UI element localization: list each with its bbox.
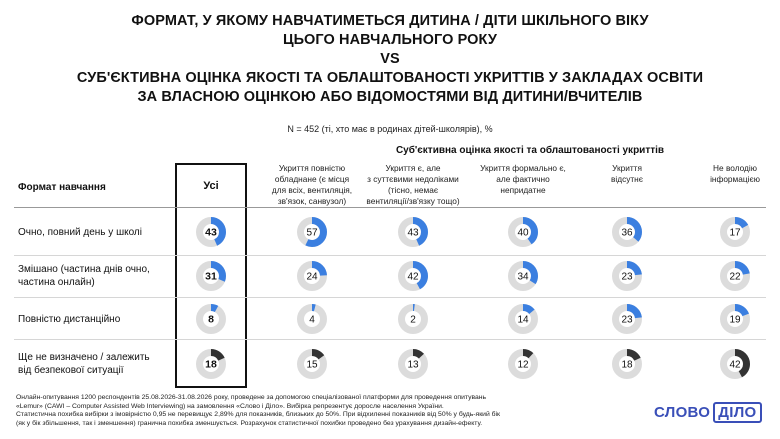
column-header-line: Укриття повністю xyxy=(278,163,346,173)
donut-value-label: 2 xyxy=(410,314,416,326)
column-header-line: непридатне xyxy=(500,185,546,195)
donut-value-label: 15 xyxy=(306,359,318,371)
logo-word-right: ДІЛО xyxy=(713,402,761,423)
donut-value-label: 40 xyxy=(517,227,529,239)
donut-value-label: 8 xyxy=(208,313,214,326)
column-header-line: для всіх, вентиляція, xyxy=(271,185,353,195)
title-line: ЗА ВЛАСНОЮ ОЦІНКОЮ АБО ВІДОМОСТЯМИ ВІД ДИТИНИ/ВЧИТЕЛІВ xyxy=(137,89,643,105)
donut-value-label: 43 xyxy=(407,227,419,239)
row-label-line: частина онлайн) xyxy=(18,277,95,288)
donut-value-label: 23 xyxy=(621,314,633,326)
column-header-line: інформацією xyxy=(710,174,760,184)
donut-value-label: 42 xyxy=(729,359,741,371)
donut-value-label: 12 xyxy=(517,359,529,371)
column-header-line: але фактично xyxy=(496,174,550,184)
donut-value-label: 34 xyxy=(517,271,529,283)
donut-value-label: 42 xyxy=(407,271,419,283)
donut-value-label: 36 xyxy=(621,227,633,239)
all-column-label: Усі xyxy=(203,180,219,192)
donut-value-label: 43 xyxy=(205,226,217,239)
brand-logo xyxy=(654,402,762,423)
row-label-line: від безпекової ситуації xyxy=(18,365,124,376)
title-line: ЦЬОГО НАВЧАЛЬНОГО РОКУ xyxy=(282,32,497,48)
footnote-line: (як у бік збільшення, так і зменшення) гранична похибка зменшується. Розрахунок статистичної похибки проведено без урахування дизайн-ефекту. xyxy=(16,419,483,427)
column-header-line: Не володію xyxy=(713,163,757,173)
donut-value-label: 31 xyxy=(205,270,217,283)
title-line: ФОРМАТ, У ЯКОМУ НАВЧАТИМЕТЬСЯ ДИТИНА / ДІТИ ШКІЛЬНОГО ВІКУ xyxy=(131,13,649,29)
donut-value-label: 23 xyxy=(621,271,633,283)
donut-value-label: 18 xyxy=(621,359,633,371)
donut-value-label: 19 xyxy=(729,314,741,326)
column-header-line: з суттєвими недоліками xyxy=(367,174,459,184)
column-header-line: відсутнє xyxy=(610,174,643,184)
logo-word-left: СЛОВО xyxy=(654,404,711,421)
row-header: Формат навчання xyxy=(18,182,106,193)
title-line: СУБ'ЄКТИВНА ОЦІНКА ЯКОСТІ ТА ОБЛАШТОВАНОСТІ УКРИТТІВ У ЗАКЛАДАХ ОСВІТИ xyxy=(76,70,704,86)
footnote-line: «Lemur» (CAWI – Computer Assisted Web Interviewing) на замовлення «Слово і Діло». Вибірка репрезентує доросле населення України. xyxy=(16,402,444,410)
donut-value-label: 13 xyxy=(407,359,419,371)
title-line: VS xyxy=(380,51,400,67)
donut-value-label: 24 xyxy=(306,271,318,283)
row-label-line: Очно, повний день у школі xyxy=(18,226,142,238)
methodology-footnote xyxy=(16,394,636,428)
row-label-line: Ще не визначено / залежить xyxy=(18,352,150,363)
sample-note: N = 452 (ті, хто має в родинах дітей-школярів), % xyxy=(287,124,493,134)
footnote-line: Онлайн-опитування 1200 респондентів 25.08.2026-31.08.2026 року, проведене за допомогою спеціалізованої платформи для проведення опитувань xyxy=(16,394,487,401)
column-header-line: Укриття xyxy=(612,163,642,173)
column-header-line: зв'язок, санвузол) xyxy=(277,196,347,206)
column-header-line: вентиляції/зв'язку тощо) xyxy=(366,196,460,206)
donut-value-label: 4 xyxy=(309,314,315,326)
column-header-line: Укриття є, але xyxy=(385,163,441,173)
donut-value-label: 14 xyxy=(517,314,529,326)
column-header-line: (тісно, немає xyxy=(387,185,439,195)
donut-value-label: 17 xyxy=(729,227,741,239)
footnote-line: Статистична похибка вибірки з імовірністю 0,95 не перевищує 2,89% для показників, близьких до 50%. При відхиленні показників від 50% у будь-який бік xyxy=(16,411,501,419)
row-label-line: Змішано (частина днів очно, xyxy=(18,264,150,275)
column-header-line: обладнане (є місця xyxy=(274,174,350,184)
row-label-line: Повністю дистанційно xyxy=(18,313,121,325)
donut-value-label: 57 xyxy=(306,227,318,239)
column-header-line: Укриття формально є, xyxy=(480,163,566,173)
column-group-title: Суб'єктивна оцінка якості та облаштованості укриттів xyxy=(395,145,665,156)
donut-value-label: 18 xyxy=(205,358,217,371)
donut-value-label: 22 xyxy=(729,271,741,283)
